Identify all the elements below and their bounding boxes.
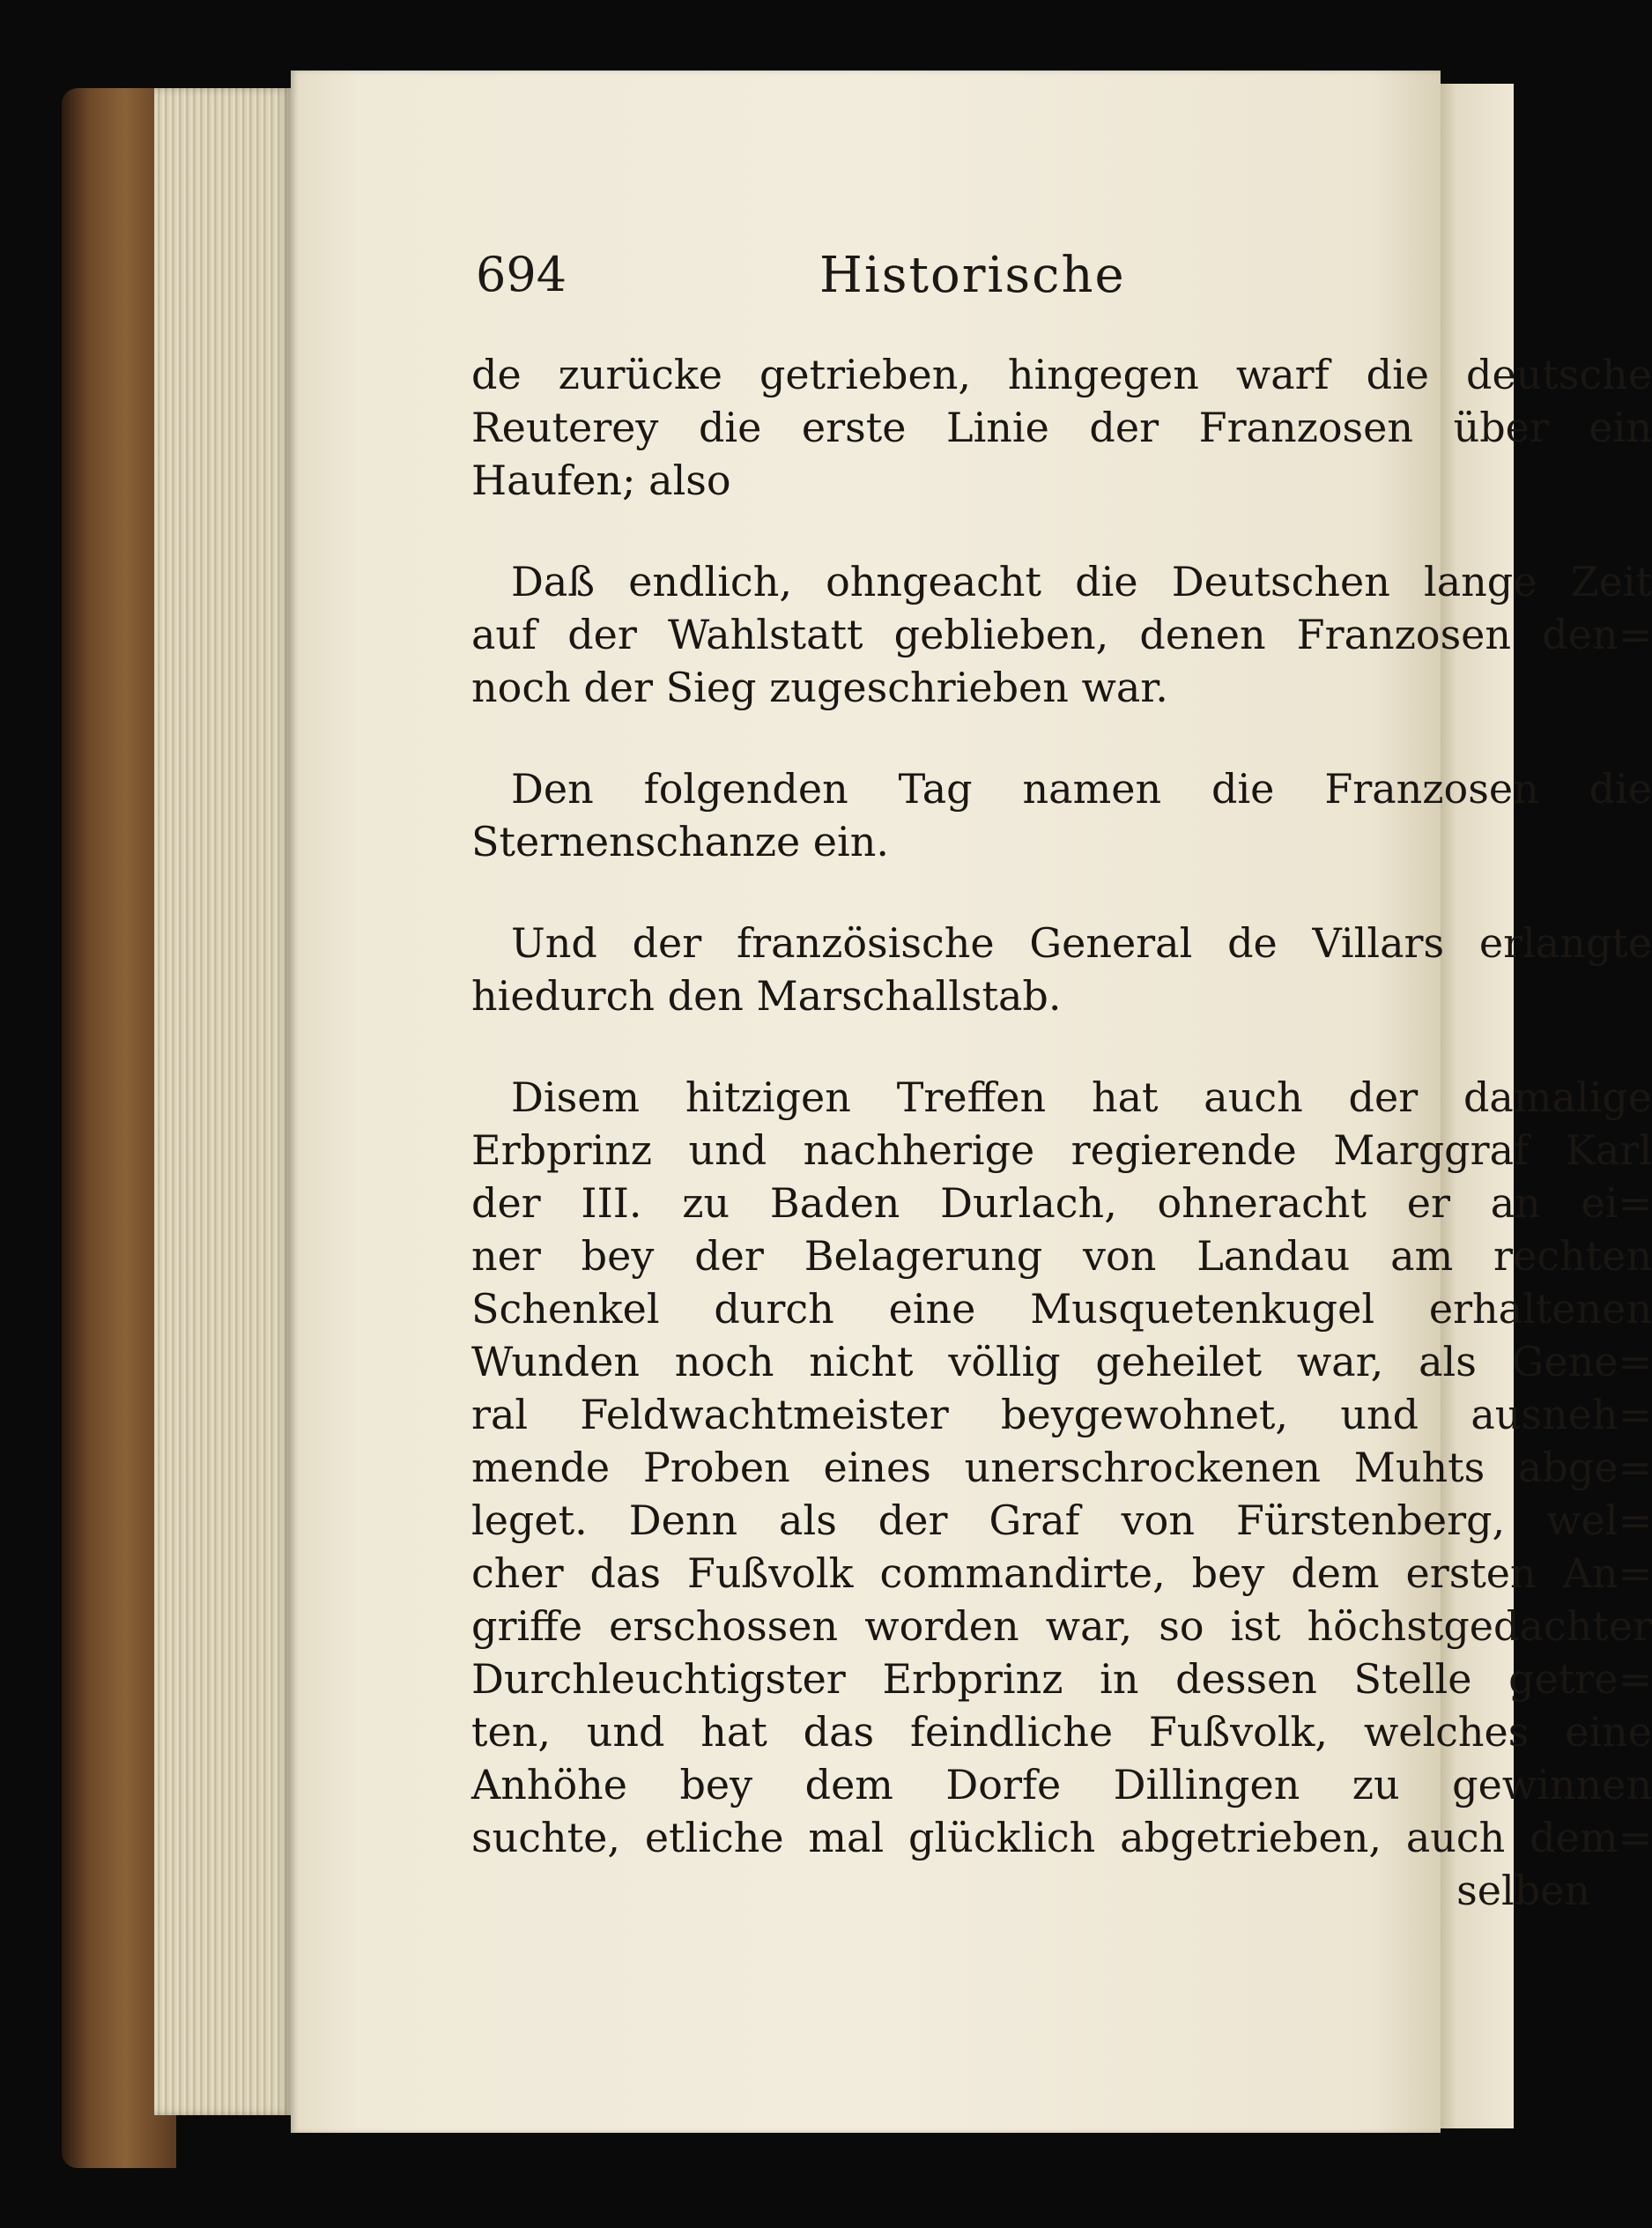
text-line: Anhöhe bey dem Dorfe Dillingen zu gewinnen <box>471 1761 1652 1808</box>
text-line: Reuterey die erste Linie der Franzosen über ein <box>471 404 1652 451</box>
text-line: cher das Fußvolk commandirte, bey dem ersten An= <box>471 1549 1652 1597</box>
page-edges <box>154 88 291 2115</box>
text-line: Wunden noch nicht völlig geheilet war, als Gene= <box>471 1338 1652 1385</box>
book-page <box>291 71 1652 2133</box>
text-line: de zurücke getrieben, hingegen warf die deutsche <box>471 351 1652 398</box>
text-line: hiedurch den Marschallstab. <box>471 972 1062 1020</box>
text-line: Schenkel durch eine Musquetenkugel erhaltenen <box>471 1285 1652 1333</box>
catchword: selben <box>1456 1867 1590 1914</box>
text-line: suchte, etliche mal glücklich abgetrieben, auch dem= <box>471 1814 1652 1861</box>
page-number: 694 <box>476 247 567 302</box>
text-line: ral Feldwachtmeister beygewohnet, und ausneh= <box>471 1391 1652 1438</box>
text-line: Daß endlich, ohngeacht die Deutschen lange Zeit <box>511 558 1652 605</box>
text-line: Den folgenden Tag namen die Franzosen die <box>511 765 1652 813</box>
page-header <box>291 247 1441 326</box>
text-line: Und der französische General de Villars erlangte <box>511 919 1652 967</box>
text-line: griffe erschossen worden war, so ist höchstgedachter <box>471 1602 1652 1650</box>
text-line: Sternenschanze ein. <box>471 818 889 865</box>
text-line: auf der Wahlstatt geblieben, denen Franzosen den= <box>471 611 1652 658</box>
text-line: Haufen; also <box>471 457 731 504</box>
text-line: mende Proben eines unerschrockenen Muhts abge= <box>471 1444 1652 1491</box>
text-line: Erbprinz und nachherige regierende Marggraf Karl <box>471 1126 1652 1174</box>
text-line: ten, und hat das feindliche Fußvolk, welches eine <box>471 1708 1652 1756</box>
running-head: Historische <box>819 247 1126 304</box>
body-text <box>471 348 1652 1917</box>
text-line: Durchleuchtigster Erbprinz in dessen Stelle getre= <box>471 1655 1652 1703</box>
text-line: der III. zu Baden Durlach, ohneracht er an ei= <box>471 1179 1652 1227</box>
text-line: Disem hitzigen Treffen hat auch der damalige <box>511 1073 1652 1121</box>
text-line: ner bey der Belagerung von Landau am rechten <box>471 1232 1652 1280</box>
text-line: noch der Sieg zugeschrieben war. <box>471 664 1168 711</box>
text-line: leget. Denn als der Graf von Fürstenberg, wel= <box>471 1496 1652 1544</box>
